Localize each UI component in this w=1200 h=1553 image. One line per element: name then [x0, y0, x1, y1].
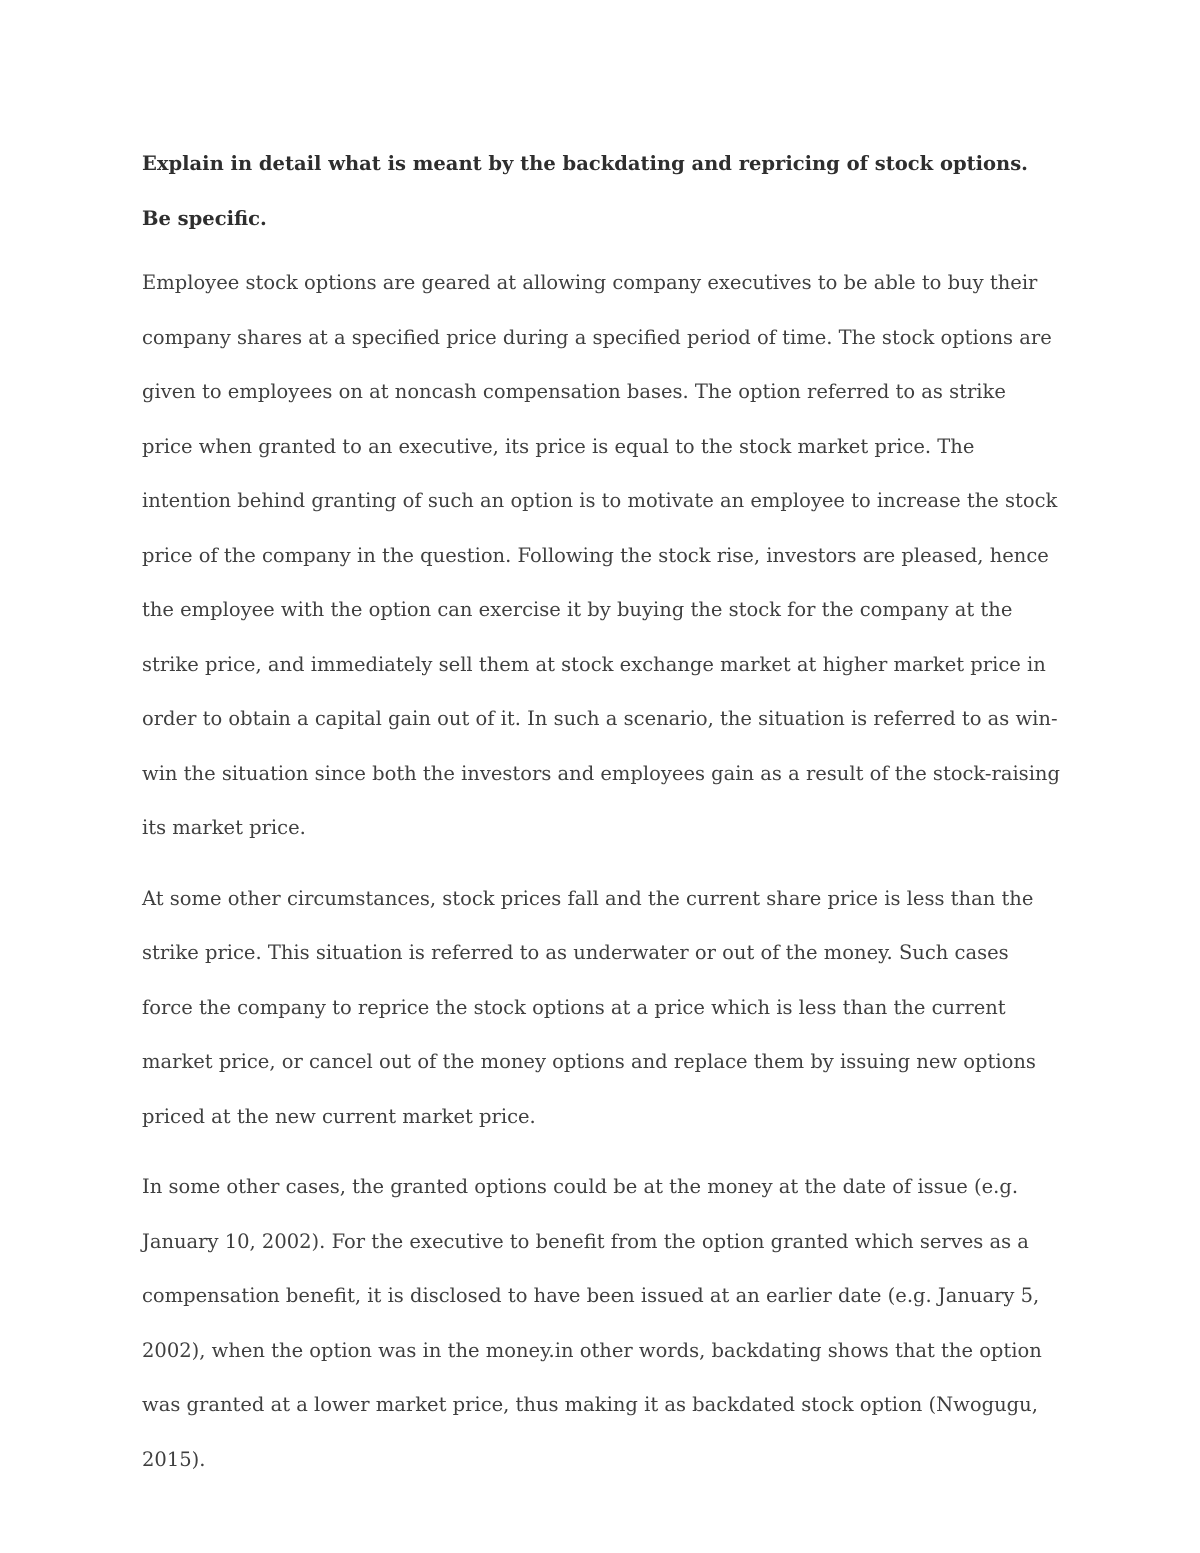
question-heading: Explain in detail what is meant by the backdating and repricing of stock options. Be specific.: [142, 152, 1028, 230]
document-body: [142, 137, 1060, 1503]
paragraph-repricing: At some other circumstances, stock prices fall and the current share price is less than the strike price. This situation is referred to as underwater or out of the money. Such cases force the company to reprice the stock options at a price which is less than the current market price, or cancel out of the money options and replace them by issuing new options priced at the new current market price.: [142, 886, 1036, 1128]
paragraph-stock-options-overview: Employee stock options are geared at allowing company executives to be able to buy their company shares at a specified price during a specified period of time. The stock options are given to employees on at noncash compensation bases. The option referred to as strike price when granted to an executive, its price is equal to the stock market price. The intention behind granting of such an option is to motivate an employee to increase the stock price of the company in the question. Following the stock rise, investors are pleased, hence the employee with the option can exercise it by buying the stock for the company at the strike price, and immediately sell them at stock exchange market at higher market price in order to obtain a capital gain out of it. In such a scenario, the situation is referred to as win-win the situation since both the investors and employees gain as a result of the stock-raising its market price.: [142, 271, 1060, 839]
paragraph-backdating: In some other cases, the granted options could be at the money at the date of issue (e.g. January 10, 2002). For the executive to benefit from the option granted which serves as a compensation benefit, it is disclosed to have been issued at an earlier date (e.g. January 5, 2002), when the option was in the money.in other words, backdating shows that the option was granted at a lower market price, thus making it as backdated stock option (Nwogugu, 2015).: [142, 1175, 1042, 1471]
